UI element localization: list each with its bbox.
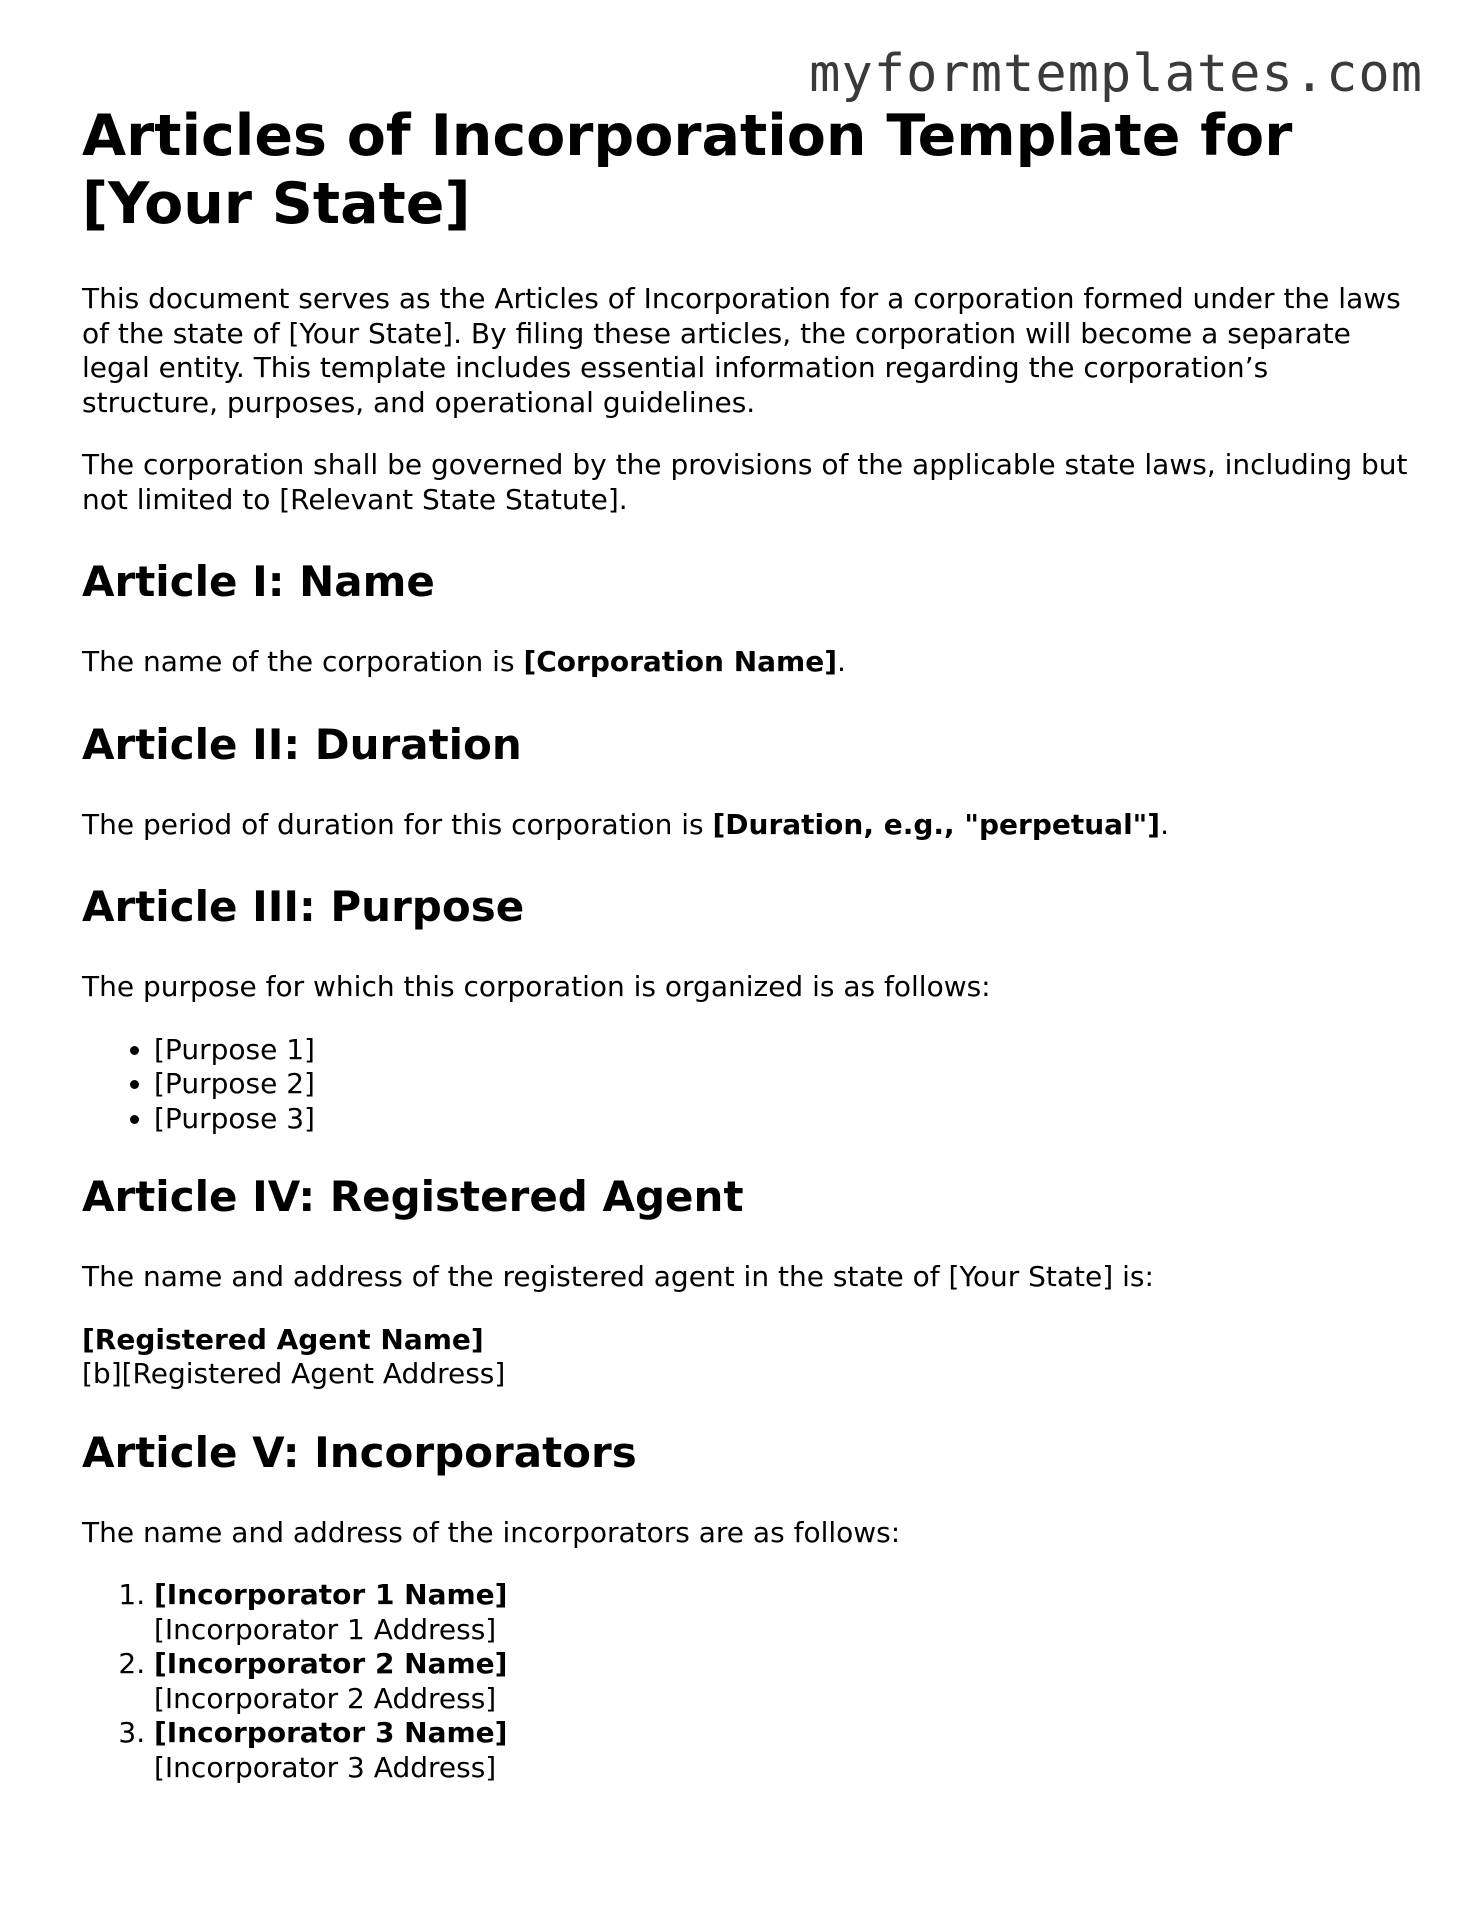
incorporator-name: [Incorporator 2 Name] [154, 1647, 508, 1680]
incorporator-name: [Incorporator 1 Name] [154, 1578, 508, 1611]
watermark-text: myformtemplates.com [809, 44, 1423, 104]
list-item [154, 1647, 1412, 1716]
article-1-text-after: . [837, 645, 846, 678]
article-1-text-before: The name of the corporation is [82, 645, 524, 678]
corporation-name-placeholder: [Corporation Name] [523, 645, 838, 678]
incorporator-address: [Incorporator 1 Address] [154, 1612, 497, 1646]
article-3-text: The purpose for which this corporation is organized is as follows: [82, 970, 991, 1003]
list-item [154, 1578, 1412, 1647]
list-item: • [Purpose 1] [154, 1033, 1412, 1068]
list-item: • [Purpose 2] [154, 1067, 1412, 1102]
article-5-text: The name and address of the incorporators are as follows: [82, 1515, 901, 1549]
registered-agent-address: [b][Registered Agent Address] [82, 1357, 506, 1390]
purpose-list [82, 1033, 1412, 1137]
article-2-text-after: . [1160, 807, 1169, 841]
incorporator-list [82, 1578, 1412, 1785]
incorporator-address: [Incorporator 3 Address] [154, 1750, 497, 1784]
article-5-heading: Article V: Incorporators [82, 1427, 637, 1477]
article-4-text: The name and address of the registered agent in the state of [Your State] is: [82, 1260, 1154, 1293]
article-2-heading: Article II: Duration [82, 719, 522, 769]
registered-agent-name: [Registered Agent Name] [82, 1322, 484, 1356]
article-1-heading: Article I: Name [82, 557, 435, 606]
document-page [82, 102, 1412, 1821]
article-3-heading: Article III: Purpose [82, 882, 525, 931]
document-title: Articles of Incorporation Template for [Your State] [82, 103, 1293, 237]
duration-placeholder: [Duration, e.g., "perpetual"] [712, 807, 1161, 841]
intro-paragraph-2: The corporation shall be governed by the provisions of the applicable state laws, including but not limited to [Relevant State Statute]. [82, 448, 1408, 516]
article-2-text [82, 808, 1412, 843]
article-1-text [82, 645, 1412, 680]
intro-paragraph-1: This document serves as the Articles of Incorporation for a corporation formed under the laws of the state of [Your State]. By filing these articles, the corporation will become a separate legal entity. This template includes essential information regarding the corporation’s structure, purposes, and operational guidelines. [82, 282, 1401, 419]
article-2-text-before: The period of duration for this corporation is [82, 807, 713, 841]
list-item: • [Purpose 3] [154, 1102, 1412, 1137]
list-item [154, 1716, 1412, 1785]
article-4-heading: Article IV: Registered Agent [82, 1172, 744, 1221]
registered-agent-block [82, 1323, 1412, 1392]
incorporator-name: [Incorporator 3 Name] [154, 1716, 508, 1749]
incorporator-address: [Incorporator 2 Address] [154, 1681, 497, 1715]
